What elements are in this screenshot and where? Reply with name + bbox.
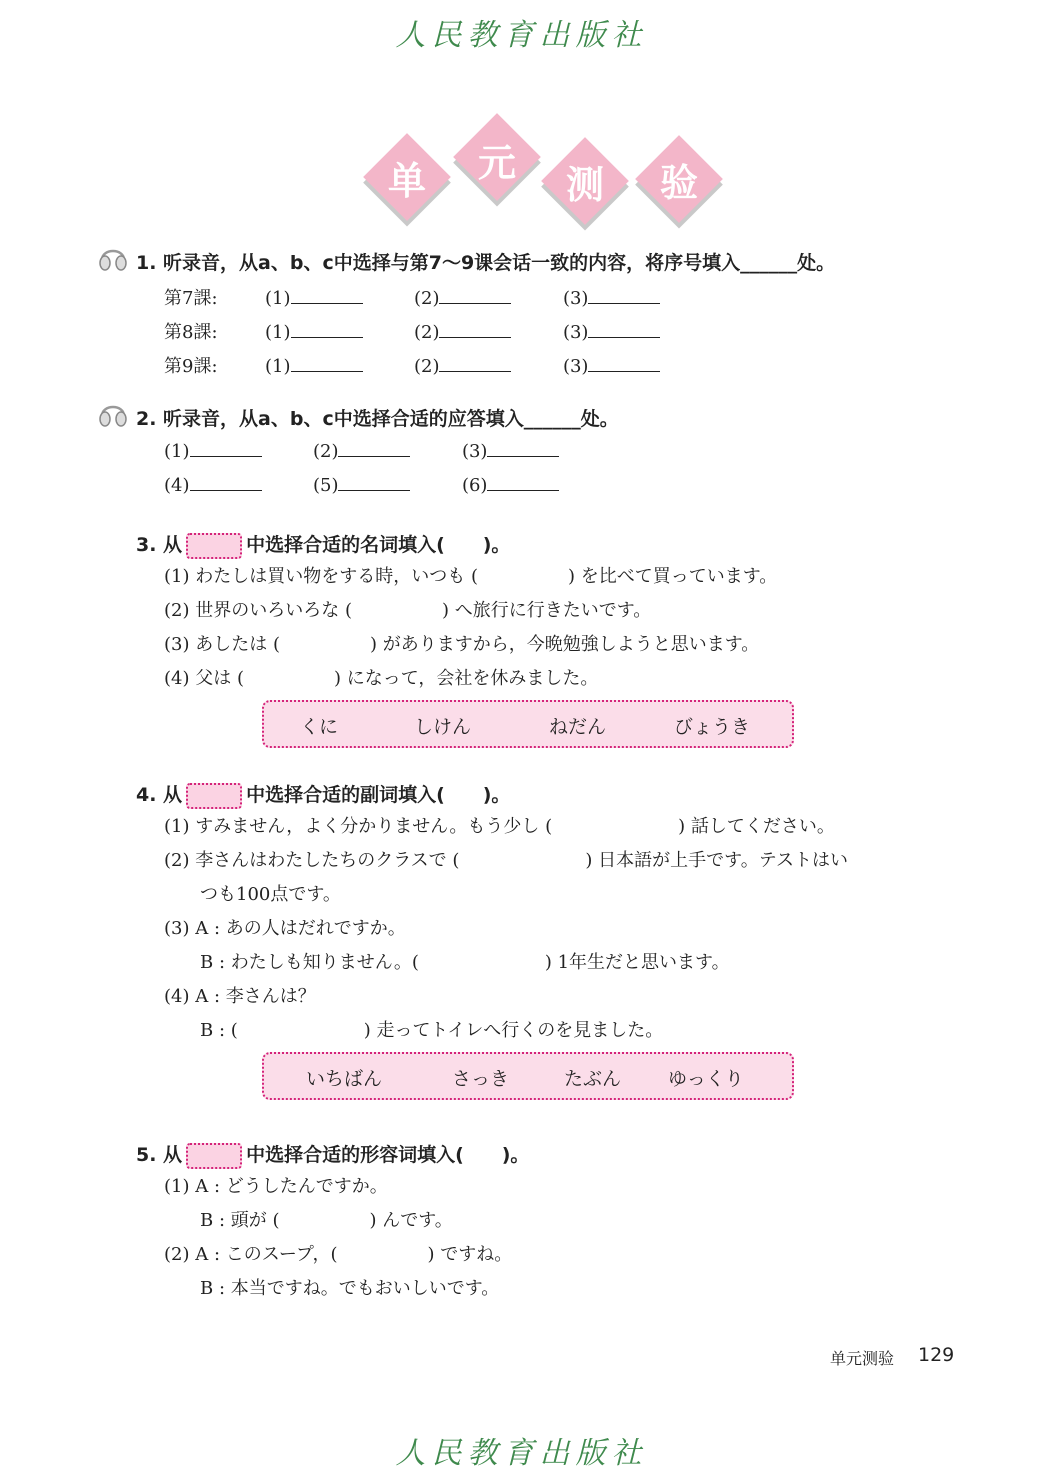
- word-box-marker: [186, 783, 242, 809]
- word-box-marker: [186, 533, 242, 559]
- q4-line-2-cont: つも100点です。: [200, 884, 341, 905]
- item-number: (2): [413, 356, 440, 377]
- answer-blank[interactable]: [291, 321, 363, 338]
- answer-blank[interactable]: [588, 321, 660, 338]
- question-2-title: 2. 听录音，从a、b、c中选择合适的应答填入______处。: [136, 408, 619, 430]
- item-number: (3): [562, 288, 589, 309]
- answer-blank[interactable]: [439, 321, 511, 338]
- lesson-label: 第8課:: [164, 322, 218, 343]
- item-number: (3): [461, 441, 488, 462]
- title-prefix: 5. 从: [136, 1144, 183, 1166]
- lesson-label: 第9課:: [164, 356, 218, 377]
- answer-blank[interactable]: [291, 355, 363, 372]
- q4-line-1: (1) すみません，よく分かりません。もう少し ( ) 話してください。: [164, 816, 835, 837]
- question-1-title: 1. 听录音，从a、b、c中选择与第7～9课会话一致的内容，将序号填入______处。: [136, 252, 836, 274]
- q5-line-2a: (2) A : このスープ，( ) ですね。: [164, 1244, 513, 1265]
- title-suffix: 中选择合适的形容词填入( )。: [246, 1144, 530, 1166]
- q4-line-4a: (4) A : 李さんは？: [164, 986, 316, 1007]
- answer-blank[interactable]: [338, 474, 410, 491]
- title-suffix: 中选择合适的副词填入( )。: [246, 784, 511, 806]
- headphone-icon: [96, 240, 130, 274]
- question-3-title: [136, 530, 510, 559]
- title-char: 测: [565, 163, 604, 207]
- item-number: (1): [265, 288, 291, 309]
- title-prefix: 4. 从: [136, 784, 183, 806]
- q3-line-4: (4) 父は ( ) になって，会社を休みました。: [164, 668, 599, 689]
- q4-line-4b: B : ( ) 走ってトイレへ行くのを見ました。: [200, 1020, 664, 1041]
- item-number: (6): [461, 475, 488, 496]
- q5-line-2b: B : 本当ですね。でもおいしいです。: [200, 1278, 500, 1299]
- answer-blank[interactable]: [291, 287, 363, 304]
- question-4-title: [136, 780, 510, 809]
- answer-blank[interactable]: [190, 474, 262, 491]
- item-number: (5): [312, 475, 339, 496]
- item-number: (4): [164, 475, 190, 496]
- q4-line-3a: (3) A : あの人はだれですか。: [164, 918, 406, 939]
- q3-word-box: [262, 700, 794, 748]
- title-suffix: 中选择合适的名词填入( )。: [246, 534, 511, 556]
- item-number: (2): [312, 441, 339, 462]
- item-number: (1): [265, 322, 291, 343]
- answer-blank[interactable]: [487, 440, 559, 457]
- answer-blank[interactable]: [190, 440, 262, 457]
- choice-word: いちばん: [306, 1068, 383, 1090]
- q4-word-box: [262, 1052, 794, 1100]
- choice-word: さっき: [452, 1068, 510, 1090]
- unit-test-title: [366, 128, 746, 228]
- q3-line-1: (1) わたしは買い物をする時，いつも ( ) を比べて買っています。: [164, 566, 778, 587]
- q1-row-8: [164, 318, 660, 344]
- answer-blank[interactable]: [588, 355, 660, 372]
- choice-word: びょうき: [674, 716, 751, 738]
- item-number: (2): [413, 322, 440, 343]
- word-box-marker: [186, 1143, 242, 1169]
- item-number: (1): [265, 356, 291, 377]
- q4-line-3b: B : わたしも知りません。( ) 1年生だと思います。: [200, 952, 730, 973]
- answer-blank[interactable]: [487, 474, 559, 491]
- title-char: 验: [659, 161, 698, 205]
- item-number: (3): [562, 322, 589, 343]
- question-5-title: [136, 1140, 529, 1169]
- lesson-label: 第7課:: [164, 288, 218, 309]
- choice-word: ねだん: [549, 716, 607, 738]
- headphone-icon: [96, 396, 130, 430]
- item-number: (2): [413, 288, 440, 309]
- q1-row-7: [164, 284, 660, 310]
- q4-line-2: (2) 李さんはわたしたちのクラスで ( ) 日本語が上手です。テストはい: [164, 850, 849, 871]
- title-char: 单: [387, 159, 426, 203]
- q5-line-1b: B : 頭が ( ) んです。: [200, 1210, 453, 1231]
- answer-blank[interactable]: [588, 287, 660, 304]
- footer-section: 单元测验: [830, 1349, 895, 1368]
- choice-word: ゆっくり: [668, 1068, 744, 1090]
- item-number: (3): [562, 356, 589, 377]
- q5-line-1a: (1) A : どうしたんですか。: [164, 1176, 388, 1197]
- choice-word: しけん: [414, 716, 472, 738]
- publisher-footer: 人民教育出版社: [395, 1436, 648, 1471]
- q2-row-1: [164, 440, 559, 462]
- page-number: 129: [918, 1344, 955, 1366]
- q2-row-2: [164, 474, 559, 496]
- answer-blank[interactable]: [439, 287, 511, 304]
- q3-line-3: (3) あしたは ( ) がありますから，今晩勉強しようと思います。: [164, 634, 760, 655]
- answer-blank[interactable]: [338, 440, 410, 457]
- q3-line-2: (2) 世界のいろいろな ( ) へ旅行に行きたいです。: [164, 600, 652, 621]
- title-prefix: 3. 从: [136, 534, 183, 556]
- answer-blank[interactable]: [439, 355, 511, 372]
- item-number: (1): [164, 441, 190, 462]
- publisher-header: 人民教育出版社: [395, 18, 648, 53]
- choice-word: くに: [300, 716, 339, 738]
- choice-word: たぶん: [564, 1068, 622, 1090]
- title-char: 元: [477, 141, 516, 185]
- q1-row-9: [164, 352, 660, 378]
